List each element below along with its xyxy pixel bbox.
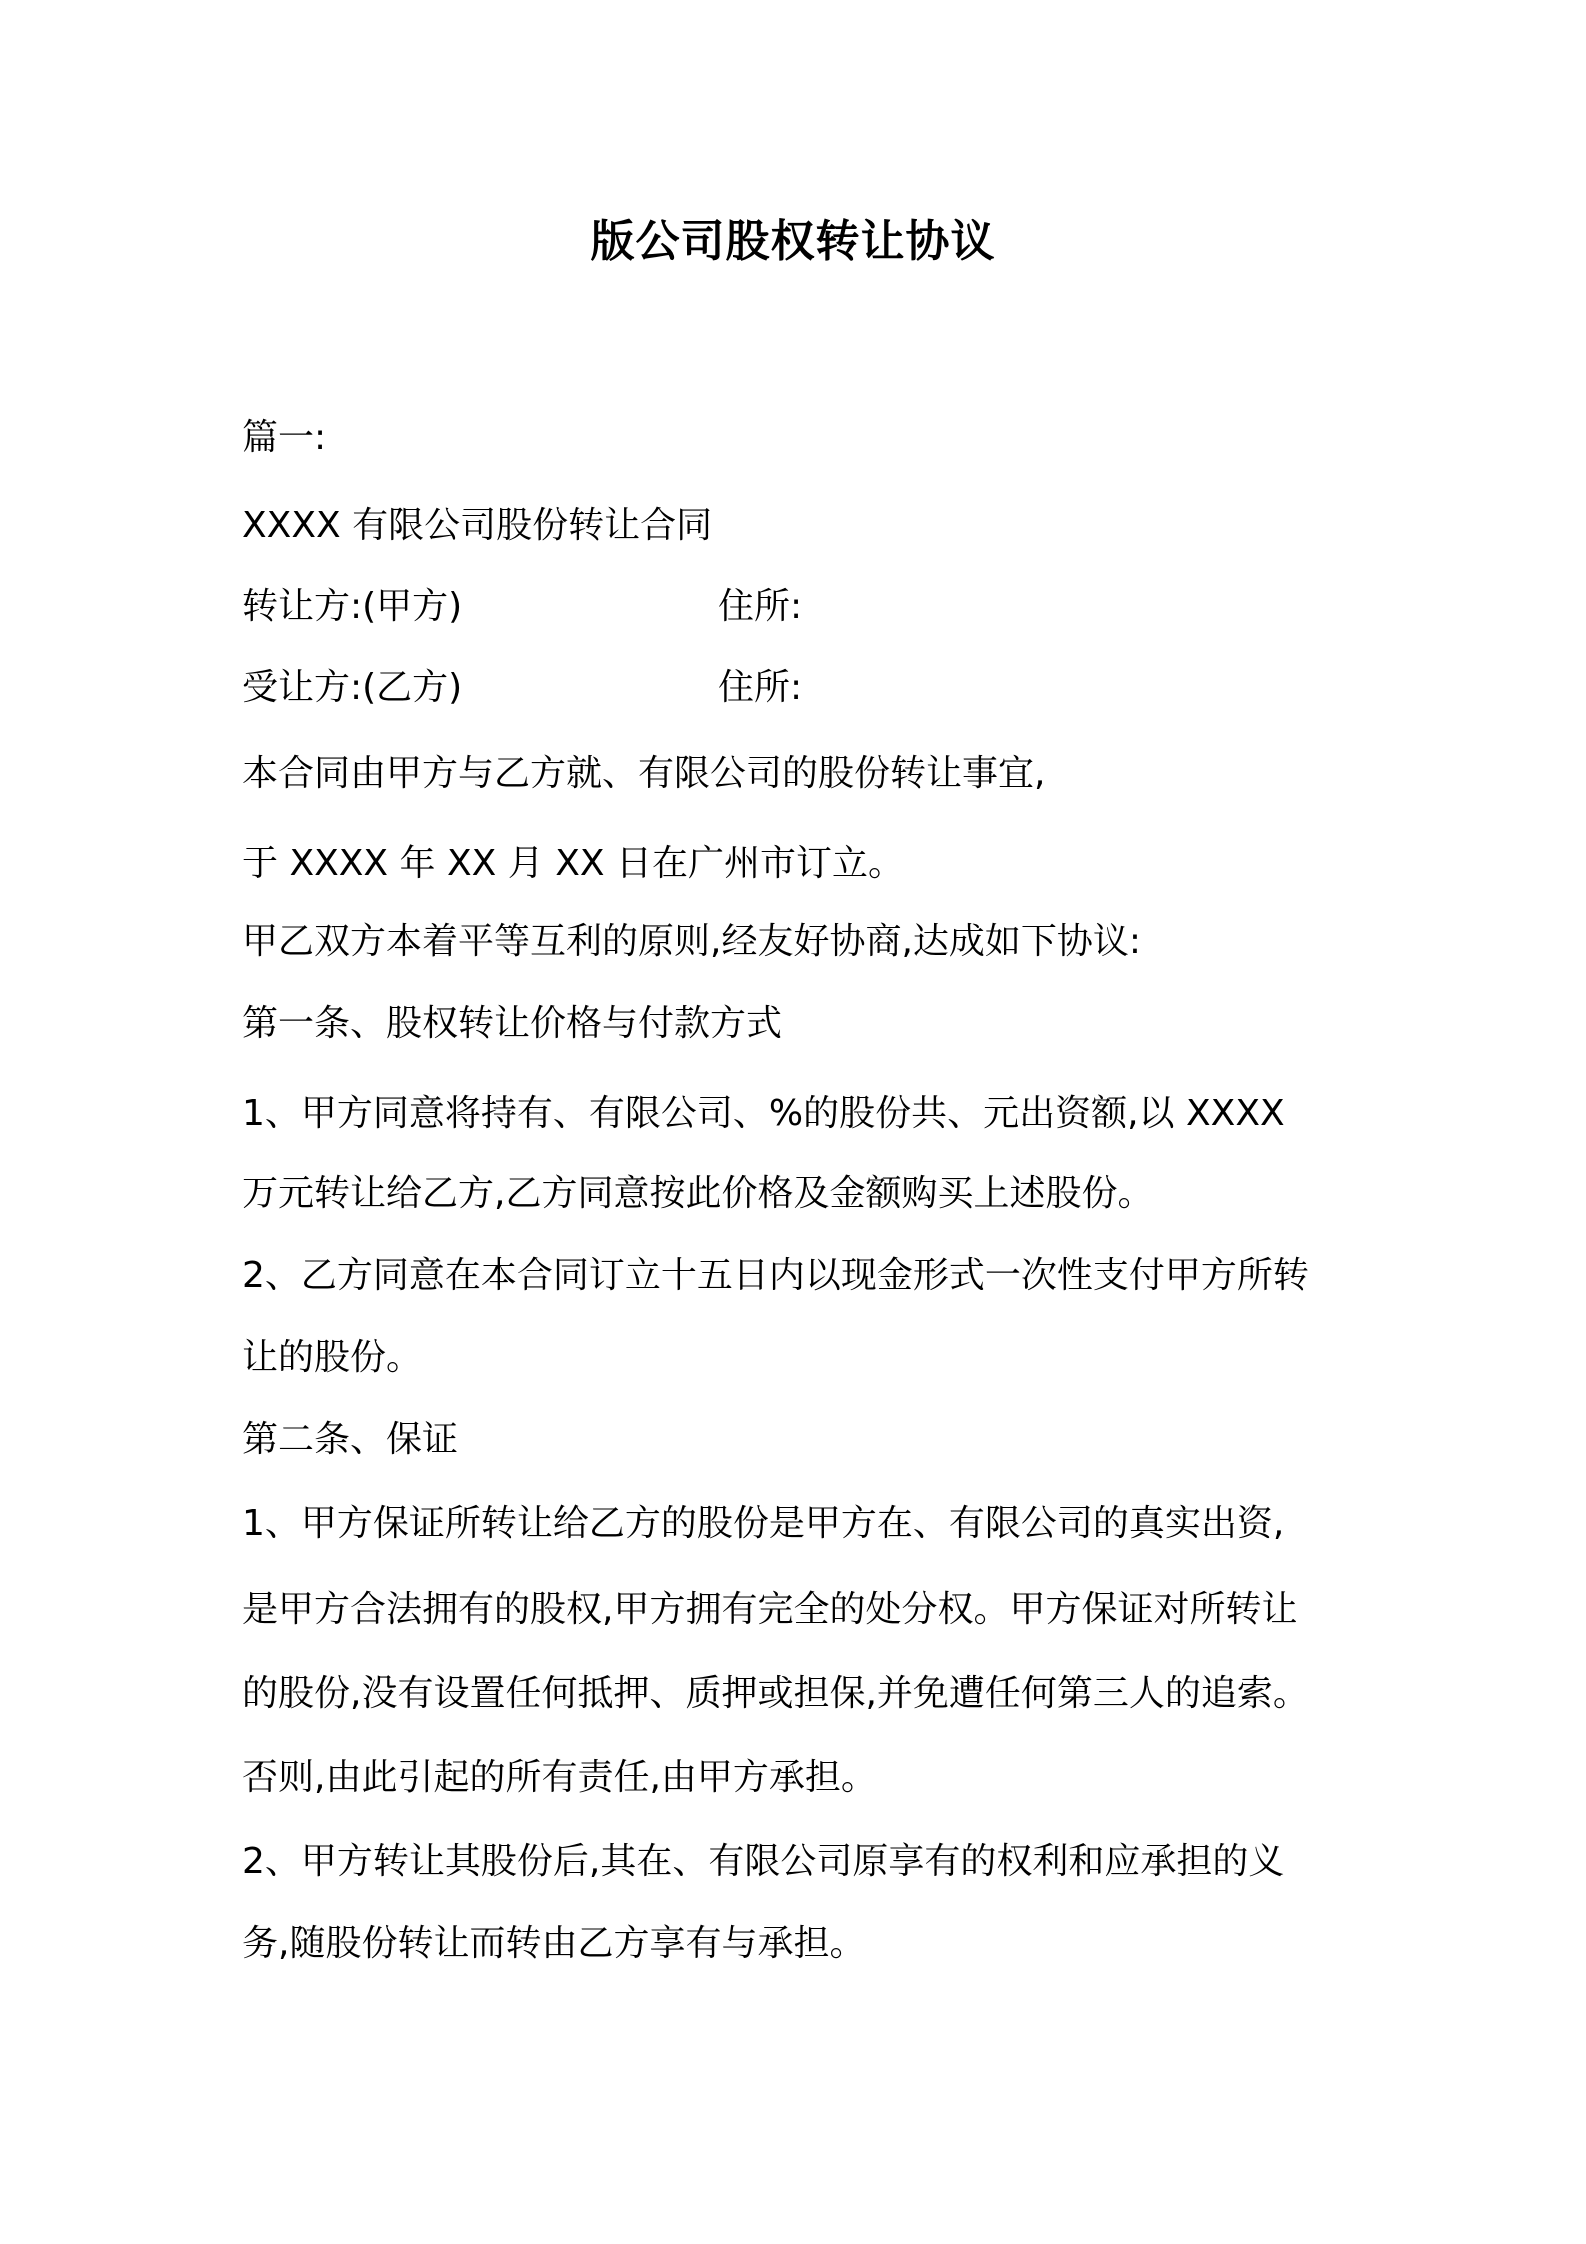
transferor-label: 转让方:(甲方)	[242, 586, 463, 627]
article1-line: 2、乙方同意在本合同订立十五日内以现金形式一次性支付甲方所转	[242, 1255, 1309, 1296]
intro-line: 甲乙双方本着平等互利的原则,经友好协商,达成如下协议:	[242, 921, 1142, 962]
article1-line: 让的股份。	[242, 1337, 423, 1378]
article2-line: 1、甲方保证所转让给乙方的股份是甲方在、有限公司的真实出资,	[242, 1503, 1285, 1544]
article1-line: 1、甲方同意将持有、有限公司、%的股份共、元出资额,以 XXXX	[242, 1093, 1285, 1134]
intro-line: 本合同由甲方与乙方就、有限公司的股份转让事宜,	[242, 753, 1046, 794]
section-label: 篇一:	[242, 417, 327, 458]
document-title: 版公司股权转让协议	[590, 216, 996, 267]
transferor-address-label: 住所:	[718, 586, 803, 627]
article2-line: 是甲方合法拥有的股权,甲方拥有完全的处分权。甲方保证对所转让	[242, 1589, 1298, 1630]
article1-line: 万元转让给乙方,乙方同意按此价格及金额购买上述股份。	[242, 1173, 1154, 1214]
article2-line: 2、甲方转让其股份后,其在、有限公司原享有的权利和应承担的义	[242, 1841, 1285, 1882]
contract-name: XXXX 有限公司股份转让合同	[242, 505, 713, 546]
transferee-label: 受让方:(乙方)	[242, 667, 463, 708]
article1-heading: 第一条、股权转让价格与付款方式	[242, 1003, 783, 1044]
article2-line: 否则,由此引起的所有责任,由甲方承担。	[242, 1757, 877, 1798]
intro-line: 于 XXXX 年 XX 月 XX 日在广州市订立。	[242, 843, 904, 884]
article2-heading: 第二条、保证	[242, 1419, 459, 1460]
article2-line: 的股份,没有设置任何抵押、质押或担保,并免遭任何第三人的追索。	[242, 1673, 1309, 1714]
transferee-address-label: 住所:	[718, 667, 803, 708]
article2-line: 务,随股份转让而转由乙方享有与承担。	[242, 1923, 866, 1964]
